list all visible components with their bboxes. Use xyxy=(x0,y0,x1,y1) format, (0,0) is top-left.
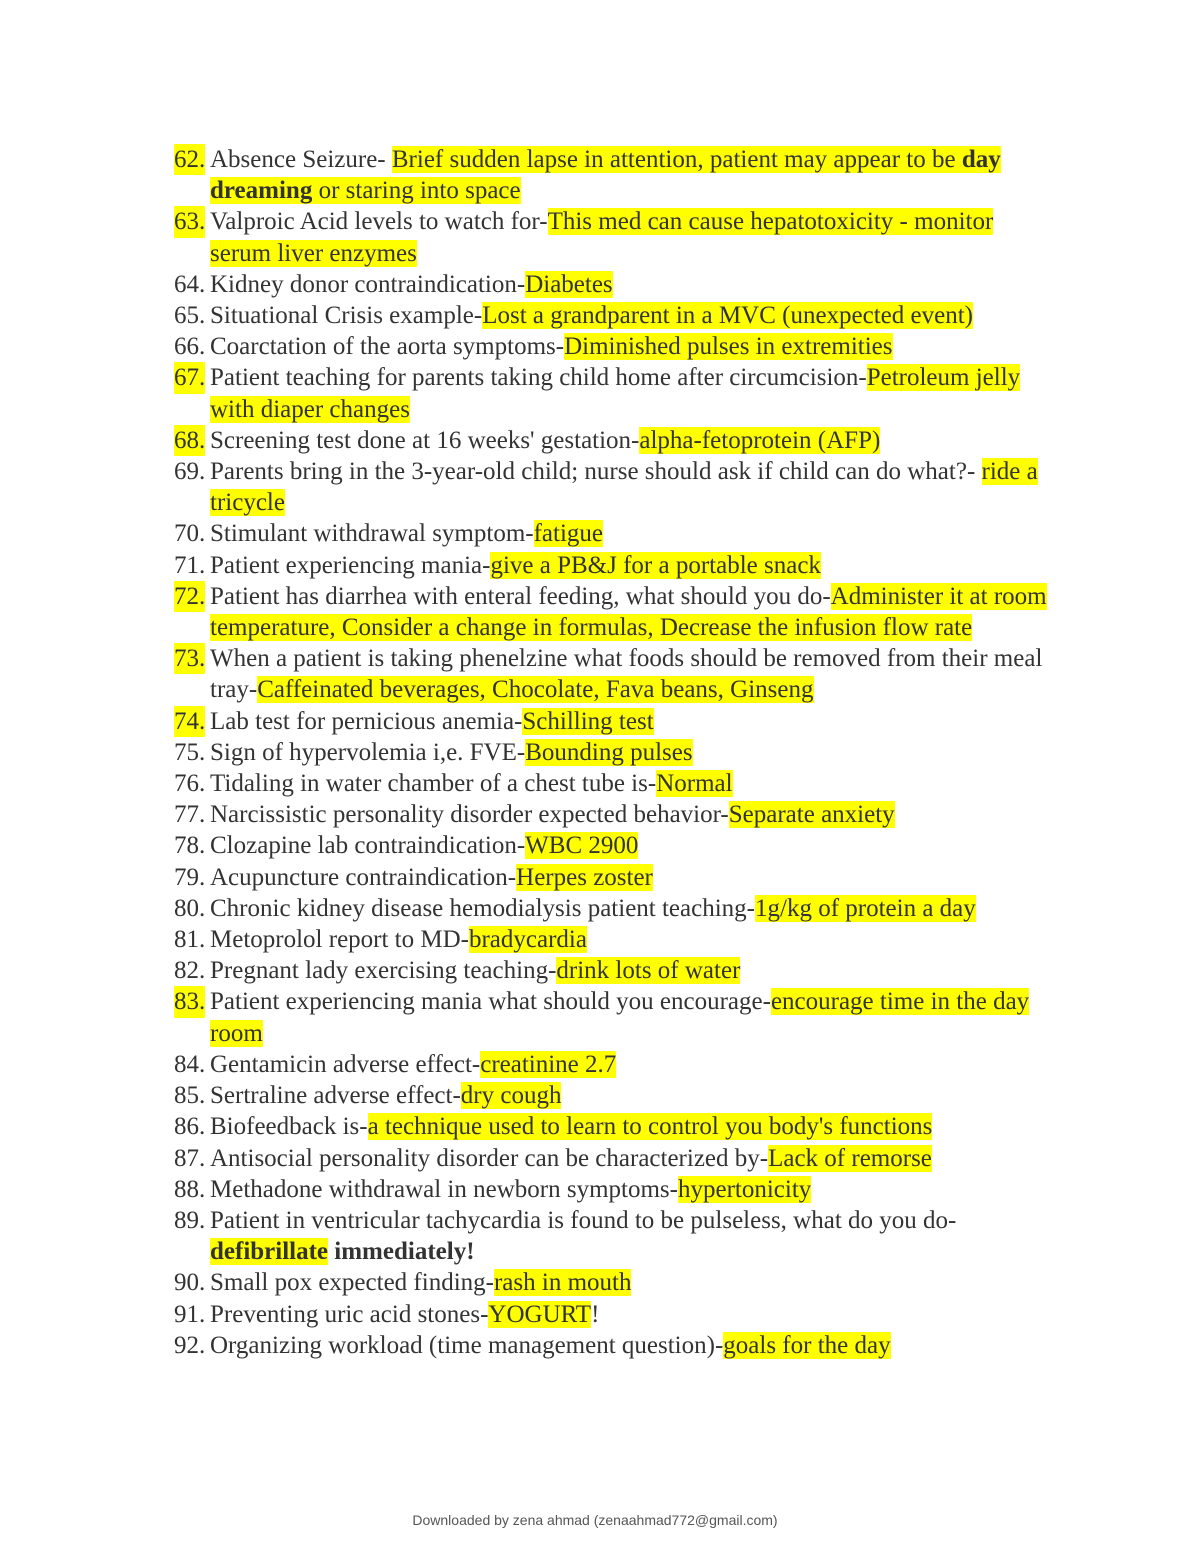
highlighted-answer: encourage time in the day room xyxy=(210,988,1030,1047)
list-item xyxy=(174,799,1054,830)
item-number: 63. xyxy=(174,206,205,237)
question-text: Antisocial personality disorder can be characterized by- xyxy=(210,1144,769,1172)
highlighted-answer: WBC 2900 xyxy=(525,832,639,860)
highlighted-answer: Lack of remorse xyxy=(768,1144,932,1172)
highlighted-answer: Caffeinated beverages, Chocolate, Fava beans, Ginseng xyxy=(257,676,814,704)
list-item xyxy=(174,362,1054,424)
list-item xyxy=(174,269,1054,300)
highlighted-answer: Lost a grandparent in a MVC (unexpected event) xyxy=(482,302,973,330)
highlighted-answer: dry cough xyxy=(460,1082,562,1110)
item-number: 86. xyxy=(174,1113,206,1141)
list-item xyxy=(174,706,1054,737)
list-item xyxy=(174,1080,1054,1111)
list-item xyxy=(174,1205,1054,1267)
list-item xyxy=(174,425,1054,456)
list-item xyxy=(174,518,1054,549)
highlighted-answer: Administer it at room temperature, Consider a change in formulas, Decrease the infusion flow rate xyxy=(210,582,1047,642)
question-text: Narcissistic personality disorder expected behavior- xyxy=(210,801,729,829)
question-text: Tidaling in water chamber of a chest tube is- xyxy=(210,770,657,798)
question-text: Situational Crisis example- xyxy=(210,302,483,330)
item-number: 76. xyxy=(174,770,206,798)
item-number: 69. xyxy=(174,458,206,486)
question-text: Absence Seizure- xyxy=(210,146,392,173)
highlighted-answer: fatigue xyxy=(533,520,604,548)
item-number: 68. xyxy=(174,425,205,456)
item-number: 90. xyxy=(174,1269,206,1297)
item-number: 66. xyxy=(174,333,206,361)
list-item xyxy=(174,924,1054,955)
item-number: 74. xyxy=(174,706,205,737)
list-item xyxy=(174,986,1054,1048)
question-text: Organizing workload (time management question)- xyxy=(210,1331,724,1359)
question-text: ! xyxy=(591,1300,600,1328)
list-item xyxy=(174,1299,1054,1330)
item-number: 88. xyxy=(174,1175,206,1203)
item-number: 81. xyxy=(174,926,206,954)
item-number: 80. xyxy=(174,894,206,922)
highlighted-answer: Bounding pulses xyxy=(525,738,693,766)
item-number: 71. xyxy=(174,551,206,579)
question-text: Parents bring in the 3-year-old child; nurse should ask if child can do what?- xyxy=(210,458,982,486)
list-item xyxy=(174,1267,1054,1298)
highlighted-answer: YOGURT xyxy=(488,1300,592,1328)
question-text: Stimulant withdrawal symptom- xyxy=(210,520,534,548)
numbered-list xyxy=(174,144,1054,1361)
question-text: Preventing uric acid stones- xyxy=(210,1300,489,1328)
highlighted-answer: Diminished pulses in extremities xyxy=(564,333,893,361)
highlighted-answer: Brief sudden lapse in attention, patient may appear to be xyxy=(391,146,962,173)
list-item xyxy=(174,768,1054,799)
list-item xyxy=(174,893,1054,924)
item-number: 72. xyxy=(174,581,205,612)
list-item xyxy=(174,331,1054,362)
item-number: 89. xyxy=(174,1206,206,1234)
list-item xyxy=(174,1143,1054,1174)
list-item xyxy=(174,550,1054,581)
question-text: Lab test for pernicious anemia- xyxy=(210,707,523,735)
highlighted-answer: Herpes zoster xyxy=(516,863,653,891)
item-number: 73. xyxy=(174,643,205,674)
item-number: 84. xyxy=(174,1050,206,1078)
item-number: 62. xyxy=(174,144,205,175)
question-text: Valproic Acid levels to watch for- xyxy=(210,208,548,236)
list-item xyxy=(174,1049,1054,1080)
item-number: 75. xyxy=(174,738,206,766)
highlighted-answer: day dreaming xyxy=(210,146,1001,205)
question-text: Clozapine lab contraindication- xyxy=(210,832,526,860)
item-number: 70. xyxy=(174,520,206,548)
highlighted-answer: hypertonicity xyxy=(677,1175,812,1203)
highlighted-answer: Normal xyxy=(656,770,733,798)
question-text: Kidney donor contraindication- xyxy=(210,270,526,298)
list-item xyxy=(174,737,1054,768)
list-item xyxy=(174,456,1054,518)
highlighted-answer: creatinine 2.7 xyxy=(480,1050,617,1078)
highlighted-answer: This med can cause hepatotoxicity - monitor serum liver enzymes xyxy=(210,208,994,267)
question-text: Patient experiencing mania- xyxy=(210,551,491,579)
list-item xyxy=(174,643,1054,705)
list-item xyxy=(174,862,1054,893)
highlighted-answer: ride a tricycle xyxy=(210,458,1038,517)
highlighted-answer: drink lots of water xyxy=(556,957,741,985)
question-text: immediately! xyxy=(328,1238,475,1266)
highlighted-answer: rash in mouth xyxy=(493,1269,632,1297)
list-item xyxy=(174,830,1054,861)
list-item xyxy=(174,144,1054,206)
question-text: Methadone withdrawal in newborn symptoms- xyxy=(210,1175,678,1203)
highlighted-answer: or staring into space xyxy=(312,177,521,205)
list-item xyxy=(174,206,1054,268)
question-text: Acupuncture contraindication- xyxy=(210,863,517,891)
list-item xyxy=(174,955,1054,986)
list-item xyxy=(174,581,1054,643)
question-text: Metoprolol report to MD- xyxy=(210,926,469,954)
question-text: Biofeedback is- xyxy=(210,1113,368,1141)
item-number: 92. xyxy=(174,1331,206,1359)
question-text: Patient experiencing mania what should you encourage- xyxy=(210,988,771,1016)
question-text: Coarctation of the aorta symptoms- xyxy=(210,333,565,361)
highlighted-answer: Schilling test xyxy=(522,707,654,735)
highlighted-answer: Petroleum jelly with diaper changes xyxy=(210,364,1021,423)
item-number: 85. xyxy=(174,1082,206,1110)
item-number: 91. xyxy=(174,1300,206,1328)
item-number: 83. xyxy=(174,986,205,1017)
highlighted-answer: a technique used to learn to control you body's functions xyxy=(367,1113,933,1141)
question-text: Small pox expected finding- xyxy=(210,1269,494,1297)
question-text: Gentamicin adverse effect- xyxy=(210,1050,481,1078)
item-number: 77. xyxy=(174,801,206,829)
highlighted-answer: Diabetes xyxy=(525,270,613,298)
question-text: Patient has diarrhea with enteral feeding, what should you do- xyxy=(210,582,831,610)
highlighted-answer: alpha-fetoprotein (AFP) xyxy=(639,426,881,454)
list-item xyxy=(174,1111,1054,1142)
highlighted-answer: Separate anxiety xyxy=(728,801,895,829)
question-text: Sign of hypervolemia i,e. FVE- xyxy=(210,738,526,766)
question-text: Patient teaching for parents taking child home after circumcision- xyxy=(210,364,867,392)
question-text: Pregnant lady exercising teaching- xyxy=(210,957,557,985)
item-number: 65. xyxy=(174,302,206,330)
item-number: 67. xyxy=(174,362,205,393)
question-text: Patient in ventricular tachycardia is found to be pulseless, what do you do- xyxy=(210,1206,957,1234)
item-number: 82. xyxy=(174,957,206,985)
download-footer: Downloaded by zena ahmad (zenaahmad772@gmail.com) xyxy=(412,1512,778,1528)
highlighted-answer: 1g/kg of protein a day xyxy=(755,894,976,922)
item-number: 64. xyxy=(174,270,206,298)
question-text: Sertraline adverse effect- xyxy=(210,1082,461,1110)
highlighted-answer: bradycardia xyxy=(468,926,587,954)
question-text: Screening test done at 16 weeks' gestation- xyxy=(210,426,640,454)
highlighted-answer: defibrillate xyxy=(210,1238,329,1266)
list-item xyxy=(174,1330,1054,1361)
list-item xyxy=(174,300,1054,331)
list-item xyxy=(174,1174,1054,1205)
item-number: 78. xyxy=(174,832,206,860)
question-text: When a patient is taking phenelzine what foods should be removed from their meal tray- xyxy=(210,645,1043,704)
item-number: 79. xyxy=(174,863,206,891)
highlighted-answer: give a PB&J for a portable snack xyxy=(490,551,821,579)
highlighted-answer: goals for the day xyxy=(723,1331,891,1359)
item-number: 87. xyxy=(174,1144,206,1172)
question-text: Chronic kidney disease hemodialysis patient teaching- xyxy=(210,894,755,922)
